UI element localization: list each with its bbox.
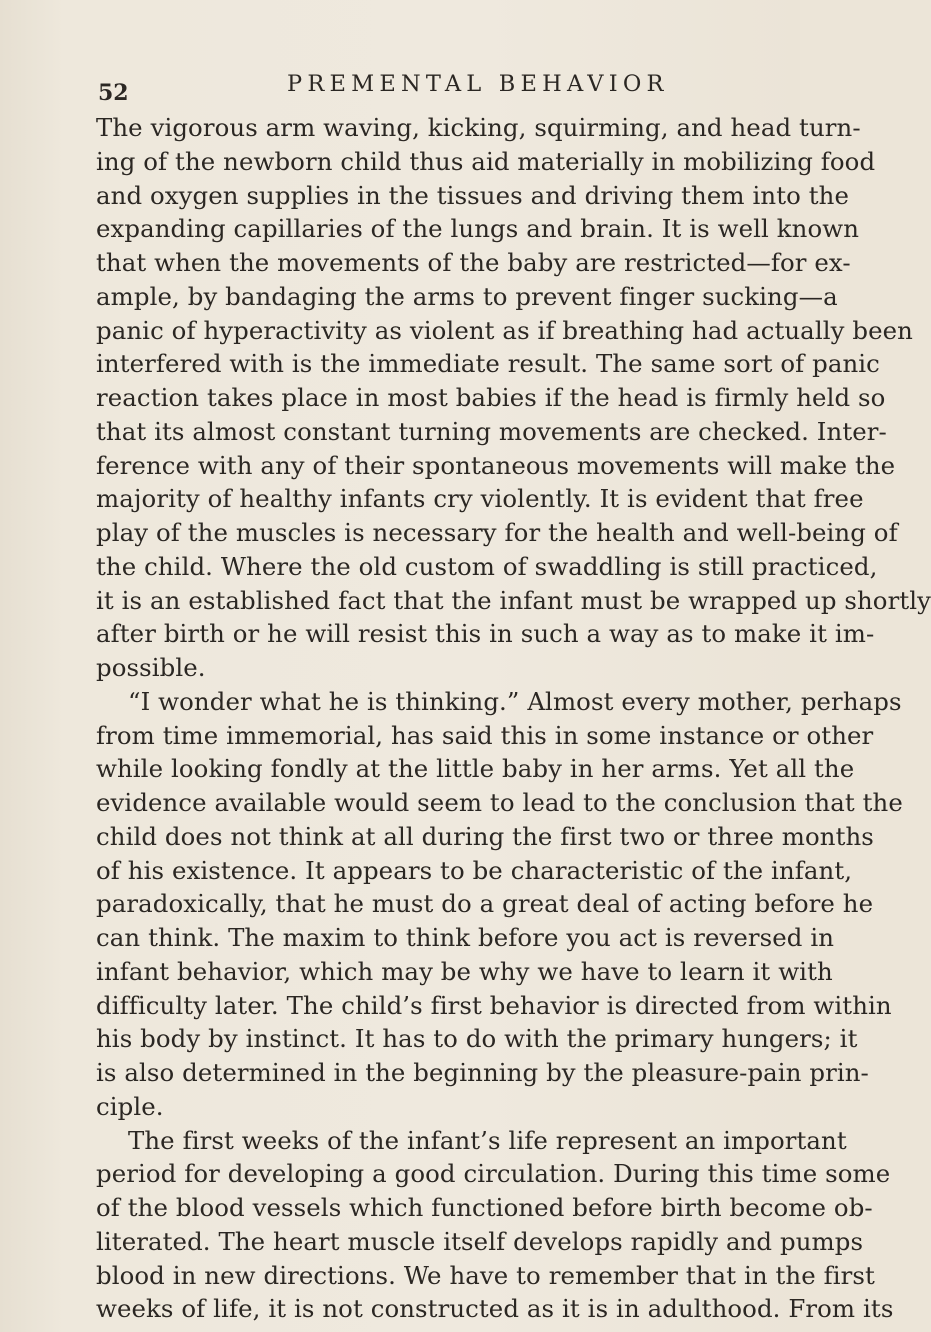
text-line: The vigorous arm waving, kicking, squirming, and head turn-: [96, 113, 861, 142]
paragraph: [96, 111, 931, 685]
text-line: child does not think at all during the first two or three months: [96, 821, 874, 851]
text-line: evidence available would seem to lead to the conclusion that the: [96, 788, 903, 817]
text-line: ample, by bandaging the arms to prevent finger sucking—a: [96, 281, 838, 311]
page-number: 52: [98, 80, 129, 106]
text-line: interfered with is the immediate result. The same sort of panic: [96, 349, 880, 379]
text-line: panic of hyperactivity as violent as if breathing had actually been: [96, 315, 913, 345]
text-line: can think. The maxim to think before you act is reversed in: [96, 923, 835, 952]
paragraph: [96, 1124, 894, 1327]
text-line: play of the muscles is necessary for the health and well-being of: [96, 518, 898, 547]
text-line: that when the movements of the baby are restricted—for ex-: [96, 248, 851, 277]
text-line: “I wonder what he is thinking.” Almost every mother, perhaps: [128, 686, 902, 716]
running-head: PREMENTAL BEHAVIOR: [287, 71, 669, 97]
text-line: difficulty later. The child’s first behavior is directed from within: [96, 990, 892, 1020]
text-line: paradoxically, that he must do a great deal of acting before he: [96, 889, 874, 919]
text-line: infant behavior, which may be why we have to learn it with: [96, 956, 833, 986]
text-line: the child. Where the old custom of swaddling is still practiced,: [96, 551, 878, 581]
text-line: ciple.: [96, 1091, 164, 1121]
text-line: majority of healthy infants cry violently. It is evident that free: [96, 484, 864, 514]
text-line: The first weeks of the infant’s life represent an important: [128, 1125, 847, 1155]
text-line: from time immemorial, has said this in some instance or other: [96, 720, 874, 750]
text-line: and oxygen supplies in the tissues and driving them into the: [96, 180, 849, 210]
body-text: [96, 111, 931, 1326]
text-line: that its almost constant turning movements are checked. Inter-: [96, 416, 887, 446]
text-line: literated. The heart muscle itself develops rapidly and pumps: [96, 1226, 864, 1256]
text-line: period for developing a good circulation. During this time some: [96, 1159, 891, 1189]
text-line: it is an established fact that the infant must be wrapped up shortly: [96, 585, 931, 615]
text-line: ing of the newborn child thus aid materially in mobilizing food: [96, 146, 876, 176]
text-line: while looking fondly at the little baby in her arms. Yet all the: [96, 754, 855, 784]
text-line: is also determined in the beginning by the pleasure-pain prin-: [96, 1058, 869, 1087]
text-line: of the blood vessels which functioned before birth become ob-: [96, 1193, 873, 1222]
text-line: reaction takes place in most babies if the head is firmly held so: [96, 383, 886, 412]
text-line: ference with any of their spontaneous movements will make the: [96, 450, 896, 480]
text-line: possible.: [96, 653, 206, 682]
text-line: of his existence. It appears to be characteristic of the infant,: [96, 855, 853, 885]
text-line: weeks of life, it is not constructed as it is in adulthood. From its: [96, 1294, 894, 1324]
paragraph: [96, 685, 903, 1124]
text-line: expanding capillaries of the lungs and brain. It is well known: [96, 214, 860, 244]
text-line: after birth or he will resist this in such a way as to make it im-: [96, 619, 875, 649]
text-line: his body by instinct. It has to do with the primary hungers; it: [96, 1024, 858, 1054]
text-line: blood in new directions. We have to remember that in the first: [96, 1260, 875, 1290]
page-header: [0, 68, 800, 108]
